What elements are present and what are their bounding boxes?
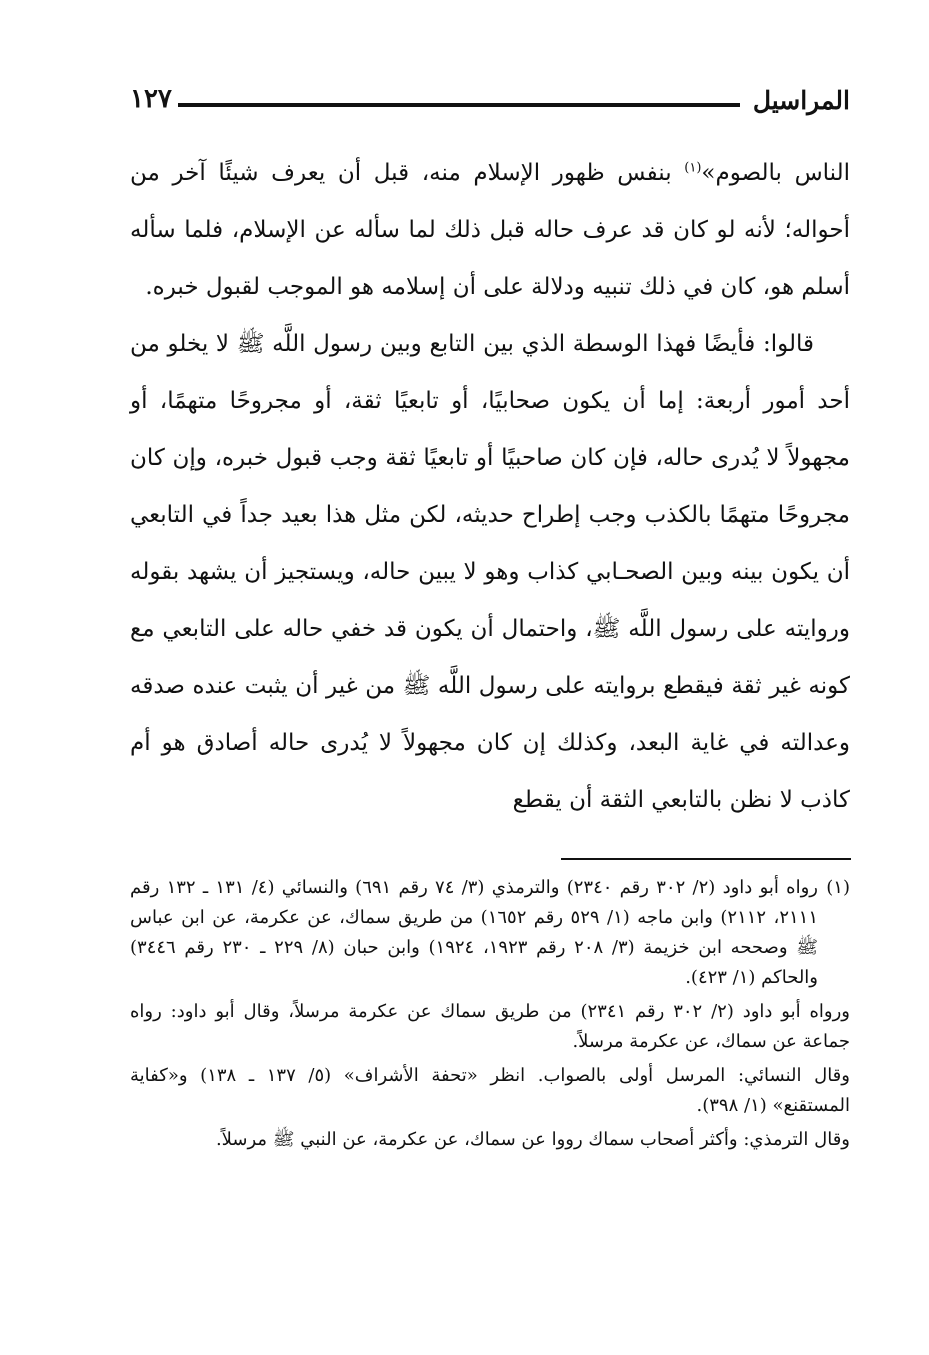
running-title: المراسيل: [752, 86, 850, 115]
footnote-1-paragraph-3: وقال النسائي: المرسل أولى بالصواب. انظر «تحفة الأشراف» (٥/ ١٣٧ ـ ١٣٨) و«كفاية المستقنع» (١/ ٣٩٨).: [130, 1065, 850, 1116]
paragraph-1-rest: بنفس ظهور الإسلام منه، قبل أن يعرف شيئًا آخر من أحواله؛ لأنه لو كان قد عرف حاله قبل ذلك لما سأله عن الإسلام، فلما سأله أسلم هو، كان في ذلك تنبيه ودلالة على أن إسلامه هو الموجب لقبول خبره.: [130, 160, 850, 300]
page-header: [130, 82, 850, 126]
footnotes: [130, 873, 850, 1159]
header-rule: [178, 103, 740, 107]
footnote-1-paragraph-4: وقال الترمذي: وأكثر أصحاب سماك رووا عن سماك، عن عكرمة، عن النبي ﷺ مرسلاً.: [215, 1129, 850, 1150]
paragraph-2: قالوا: فأيضًا فهذا الوسطة الذي بين التابع وبين رسول اللَّه ﷺ لا يخلو من أحد أمور أربعة: إما أن يكون صحابيًا، أو تابعيًا ثقة، أو مجروحًا متهمًا، أو مجهولاً لا يُدرى حاله، فإن كان صاحبيًا أو تابعيًا ثقة وجب قبول خبره، وإن كان مجروحًا متهمًا بالكذب وجب إطراح حديثه، لكن مثل هذا بعيد جداً في التابعي أن يكون بينه وبين الصحـابي كذاب وهو لا يبين حاله، ويستجيز أن يشهد بقوله وروايته على رسول اللَّه ﷺ، واحتمال أن يكون قد خفي حاله على التابعي مع كونه غير ثقة فيقطع بروايته على رسول اللَّه ﷺ من غير أن يثبت عنده صدقه وعدالته في غاية البعد، وكذلك إن كان مجهولاً لا يُدرى حاله أصادق هو أم كاذب لا نظن بالتابعي الثقة أن يقطع: [130, 331, 850, 813]
paragraph-1: [130, 145, 850, 316]
footnote-1-paragraph-2: ورواه أبو داود (٢/ ٣٠٢ رقم ٢٣٤١) من طريق سماك عن عكرمة مرسلاً، وقال أبو داود: رواه جماعة عن سماك، عن عكرمة مرسلاً.: [130, 1001, 850, 1052]
paragraph-1-start: الناس بالصوم»: [701, 160, 851, 186]
footnote-1: [130, 873, 850, 993]
footnote-1-text: رواه أبو داود (٢/ ٣٠٢ رقم ٢٣٤٠) والترمذي (٣/ ٧٤ رقم ٦٩١) والنسائي (٤/ ١٣١ ـ ١٣٢ رقم ٢١١١، ٢١١٢) وابن ماجه (١/ ٥٢٩ رقم ١٦٥٢) من طريق سماك، عن عكرمة، عن ابن عباس ﷺ وصححه ابن خزيمة (٣/ ٢٠٨ رقم ١٩٢٣، ١٩٢٤) وابن حبان (٨/ ٢٢٩ ـ ٢٣٠ رقم ٣٤٤٦) والحاكم (١/ ٤٢٣).: [130, 877, 818, 988]
main-text: [130, 145, 850, 829]
page-number: ١٢٧: [130, 84, 172, 114]
footnote-1-number: (١): [826, 877, 850, 898]
footnote-reference-1[interactable]: (١): [684, 160, 702, 176]
footnote-separator: [561, 858, 851, 860]
